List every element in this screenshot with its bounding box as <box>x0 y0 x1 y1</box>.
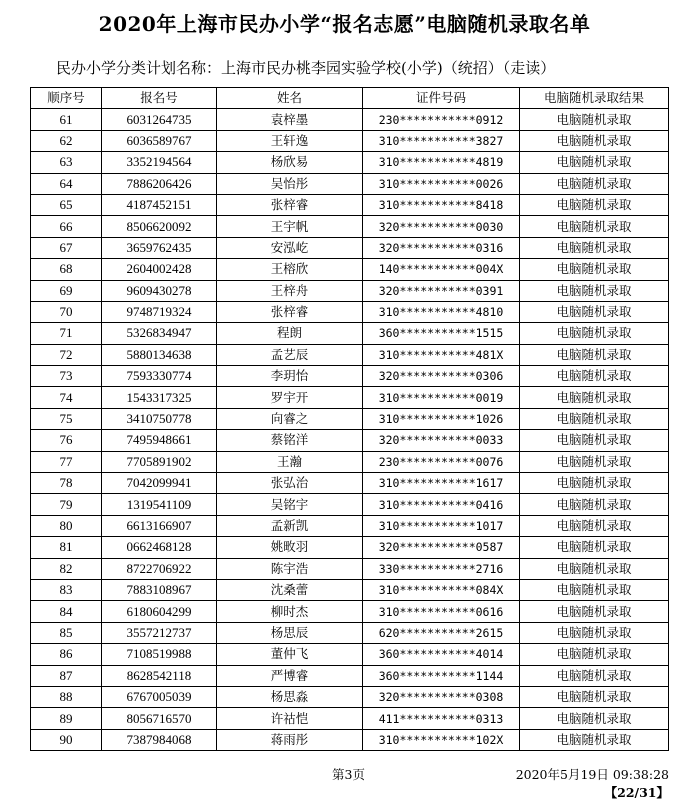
cell-result: 电脑随机录取 <box>520 216 669 237</box>
cell-id-number: 320***********0316 <box>363 237 520 258</box>
cell-name: 张梓睿 <box>217 301 363 322</box>
cell-sequence: 78 <box>31 473 102 494</box>
cell-registration: 5880134638 <box>102 344 217 365</box>
plan-name: 民办小学分类计划名称：上海市民办桃李园实验学校(小学)（统招）（走读） <box>56 59 556 77</box>
cell-sequence: 70 <box>31 301 102 322</box>
table-row <box>31 644 669 665</box>
cell-sequence: 69 <box>31 280 102 301</box>
table-row <box>31 366 669 387</box>
table-row <box>31 194 669 215</box>
cell-registration: 8628542118 <box>102 665 217 686</box>
column-header-registration: 报名号 <box>102 88 217 109</box>
cell-registration: 1543317325 <box>102 387 217 408</box>
table-body <box>31 109 669 751</box>
cell-id-number: 230***********0076 <box>363 451 520 472</box>
cell-result: 电脑随机录取 <box>520 109 669 130</box>
cell-sequence: 77 <box>31 451 102 472</box>
page-count: 【22/31】 <box>604 785 669 800</box>
cell-sequence: 86 <box>31 644 102 665</box>
cell-name: 向睿之 <box>217 408 363 429</box>
cell-result: 电脑随机录取 <box>520 537 669 558</box>
cell-sequence: 75 <box>31 408 102 429</box>
cell-name: 许祜恺 <box>217 708 363 729</box>
cell-name: 杨思辰 <box>217 622 363 643</box>
cell-registration: 6036589767 <box>102 130 217 151</box>
cell-sequence: 85 <box>31 622 102 643</box>
cell-name: 张梓睿 <box>217 194 363 215</box>
cell-sequence: 76 <box>31 430 102 451</box>
cell-result: 电脑随机录取 <box>520 451 669 472</box>
cell-sequence: 73 <box>31 366 102 387</box>
table-row <box>31 537 669 558</box>
cell-registration: 3557212737 <box>102 622 217 643</box>
cell-registration: 3659762435 <box>102 237 217 258</box>
cell-sequence: 66 <box>31 216 102 237</box>
cell-name: 袁梓墨 <box>217 109 363 130</box>
table-row <box>31 430 669 451</box>
cell-registration: 7883108967 <box>102 579 217 600</box>
cell-id-number: 310***********102X <box>363 729 520 750</box>
cell-id-number: 320***********0587 <box>363 537 520 558</box>
table-row <box>31 451 669 472</box>
cell-sequence: 63 <box>31 152 102 173</box>
cell-registration: 9748719324 <box>102 301 217 322</box>
cell-sequence: 61 <box>31 109 102 130</box>
column-header-result: 电脑随机录取结果 <box>520 88 669 109</box>
cell-registration: 8722706922 <box>102 558 217 579</box>
cell-name: 柳时杰 <box>217 601 363 622</box>
cell-id-number: 620***********2615 <box>363 622 520 643</box>
cell-registration: 7495948661 <box>102 430 217 451</box>
timestamp: 2020年5月19日 09:38:28 <box>515 767 669 782</box>
cell-result: 电脑随机录取 <box>520 173 669 194</box>
cell-registration: 0662468128 <box>102 537 217 558</box>
cell-registration: 3352194564 <box>102 152 217 173</box>
cell-name: 沈桑蕾 <box>217 579 363 600</box>
cell-sequence: 64 <box>31 173 102 194</box>
cell-name: 王轩逸 <box>217 130 363 151</box>
cell-registration: 5326834947 <box>102 323 217 344</box>
cell-name: 孟新凯 <box>217 515 363 536</box>
cell-result: 电脑随机录取 <box>520 430 669 451</box>
cell-result: 电脑随机录取 <box>520 323 669 344</box>
cell-name: 杨思淼 <box>217 686 363 707</box>
cell-registration: 8056716570 <box>102 708 217 729</box>
cell-sequence: 71 <box>31 323 102 344</box>
cell-registration: 7387984068 <box>102 729 217 750</box>
cell-name: 吴怡彤 <box>217 173 363 194</box>
cell-registration: 6031264735 <box>102 109 217 130</box>
table-row <box>31 323 669 344</box>
cell-result: 电脑随机录取 <box>520 408 669 429</box>
cell-sequence: 68 <box>31 259 102 280</box>
table-row <box>31 622 669 643</box>
cell-result: 电脑随机录取 <box>520 665 669 686</box>
cell-name: 蔡铭洋 <box>217 430 363 451</box>
table-row <box>31 259 669 280</box>
cell-result: 电脑随机录取 <box>520 194 669 215</box>
cell-result: 电脑随机录取 <box>520 387 669 408</box>
cell-result: 电脑随机录取 <box>520 280 669 301</box>
cell-sequence: 89 <box>31 708 102 729</box>
admission-table <box>30 87 669 751</box>
cell-id-number: 310***********8418 <box>363 194 520 215</box>
cell-result: 电脑随机录取 <box>520 622 669 643</box>
cell-result: 电脑随机录取 <box>520 686 669 707</box>
cell-result: 电脑随机录取 <box>520 152 669 173</box>
table-row <box>31 344 669 365</box>
cell-result: 电脑随机录取 <box>520 515 669 536</box>
cell-result: 电脑随机录取 <box>520 301 669 322</box>
cell-sequence: 72 <box>31 344 102 365</box>
table-row <box>31 515 669 536</box>
cell-id-number: 230***********0912 <box>363 109 520 130</box>
cell-id-number: 320***********0308 <box>363 686 520 707</box>
cell-registration: 9609430278 <box>102 280 217 301</box>
cell-registration: 4187452151 <box>102 194 217 215</box>
table-row <box>31 729 669 750</box>
table-row <box>31 601 669 622</box>
cell-id-number: 310***********1617 <box>363 473 520 494</box>
cell-name: 吴铭宇 <box>217 494 363 515</box>
cell-id-number: 310***********481X <box>363 344 520 365</box>
cell-sequence: 74 <box>31 387 102 408</box>
cell-sequence: 83 <box>31 579 102 600</box>
cell-name: 姚畋羽 <box>217 537 363 558</box>
cell-sequence: 87 <box>31 665 102 686</box>
cell-name: 杨欣易 <box>217 152 363 173</box>
cell-name: 王宇帆 <box>217 216 363 237</box>
cell-registration: 6767005039 <box>102 686 217 707</box>
cell-result: 电脑随机录取 <box>520 259 669 280</box>
cell-id-number: 320***********0306 <box>363 366 520 387</box>
table-row <box>31 280 669 301</box>
cell-result: 电脑随机录取 <box>520 494 669 515</box>
table-row <box>31 473 669 494</box>
document-title: 2020年上海市民办小学“报名志愿”电脑随机录取名单 <box>98 12 591 36</box>
cell-id-number: 310***********4810 <box>363 301 520 322</box>
cell-sequence: 88 <box>31 686 102 707</box>
cell-result: 电脑随机录取 <box>520 473 669 494</box>
cell-registration: 7705891902 <box>102 451 217 472</box>
cell-name: 严博睿 <box>217 665 363 686</box>
cell-registration: 7593330774 <box>102 366 217 387</box>
table-row <box>31 173 669 194</box>
table-row <box>31 387 669 408</box>
table-row <box>31 579 669 600</box>
cell-id-number: 310***********0616 <box>363 601 520 622</box>
cell-registration: 7886206426 <box>102 173 217 194</box>
column-header-sequence: 顺序号 <box>31 88 102 109</box>
cell-id-number: 320***********0391 <box>363 280 520 301</box>
cell-name: 李玥怡 <box>217 366 363 387</box>
table-row <box>31 130 669 151</box>
table-row <box>31 686 669 707</box>
cell-result: 电脑随机录取 <box>520 729 669 750</box>
cell-id-number: 310***********1026 <box>363 408 520 429</box>
cell-name: 程朗 <box>217 323 363 344</box>
cell-id-number: 310***********0019 <box>363 387 520 408</box>
cell-result: 电脑随机录取 <box>520 708 669 729</box>
table-row <box>31 152 669 173</box>
table-header-row <box>31 88 669 109</box>
cell-id-number: 411***********0313 <box>363 708 520 729</box>
cell-sequence: 84 <box>31 601 102 622</box>
table-row <box>31 665 669 686</box>
cell-name: 安泓屹 <box>217 237 363 258</box>
cell-registration: 7042099941 <box>102 473 217 494</box>
cell-id-number: 320***********0030 <box>363 216 520 237</box>
cell-registration: 6180604299 <box>102 601 217 622</box>
cell-registration: 8506620092 <box>102 216 217 237</box>
table-row <box>31 216 669 237</box>
cell-id-number: 310***********1017 <box>363 515 520 536</box>
cell-registration: 3410750778 <box>102 408 217 429</box>
cell-sequence: 90 <box>31 729 102 750</box>
cell-sequence: 79 <box>31 494 102 515</box>
cell-sequence: 67 <box>31 237 102 258</box>
cell-id-number: 360***********4014 <box>363 644 520 665</box>
cell-result: 电脑随机录取 <box>520 237 669 258</box>
cell-id-number: 310***********0416 <box>363 494 520 515</box>
page-number: 第3页 <box>332 767 365 782</box>
cell-id-number: 360***********1144 <box>363 665 520 686</box>
cell-result: 电脑随机录取 <box>520 579 669 600</box>
cell-registration: 1319541109 <box>102 494 217 515</box>
table-row <box>31 494 669 515</box>
cell-sequence: 81 <box>31 537 102 558</box>
cell-sequence: 82 <box>31 558 102 579</box>
cell-result: 电脑随机录取 <box>520 366 669 387</box>
cell-name: 孟艺辰 <box>217 344 363 365</box>
cell-name: 罗宇开 <box>217 387 363 408</box>
cell-name: 王榕欣 <box>217 259 363 280</box>
cell-id-number: 310***********0026 <box>363 173 520 194</box>
cell-id-number: 330***********2716 <box>363 558 520 579</box>
column-header-id-number: 证件号码 <box>363 88 520 109</box>
cell-id-number: 320***********0033 <box>363 430 520 451</box>
cell-registration: 2604002428 <box>102 259 217 280</box>
cell-name: 王梓舟 <box>217 280 363 301</box>
cell-id-number: 310***********3827 <box>363 130 520 151</box>
table-row <box>31 408 669 429</box>
table-row <box>31 708 669 729</box>
cell-result: 电脑随机录取 <box>520 344 669 365</box>
cell-name: 董仲飞 <box>217 644 363 665</box>
cell-sequence: 62 <box>31 130 102 151</box>
cell-sequence: 65 <box>31 194 102 215</box>
cell-id-number: 310***********084X <box>363 579 520 600</box>
cell-registration: 7108519988 <box>102 644 217 665</box>
cell-name: 蒋雨彤 <box>217 729 363 750</box>
table-row <box>31 301 669 322</box>
column-header-name: 姓名 <box>217 88 363 109</box>
cell-sequence: 80 <box>31 515 102 536</box>
cell-name: 张弘治 <box>217 473 363 494</box>
cell-name: 王瀚 <box>217 451 363 472</box>
table-row <box>31 558 669 579</box>
cell-name: 陈宇浩 <box>217 558 363 579</box>
cell-id-number: 310***********4819 <box>363 152 520 173</box>
cell-result: 电脑随机录取 <box>520 601 669 622</box>
cell-id-number: 140***********004X <box>363 259 520 280</box>
cell-registration: 6613166907 <box>102 515 217 536</box>
cell-result: 电脑随机录取 <box>520 644 669 665</box>
cell-result: 电脑随机录取 <box>520 558 669 579</box>
cell-result: 电脑随机录取 <box>520 130 669 151</box>
cell-id-number: 360***********1515 <box>363 323 520 344</box>
table-row <box>31 109 669 130</box>
table-row <box>31 237 669 258</box>
